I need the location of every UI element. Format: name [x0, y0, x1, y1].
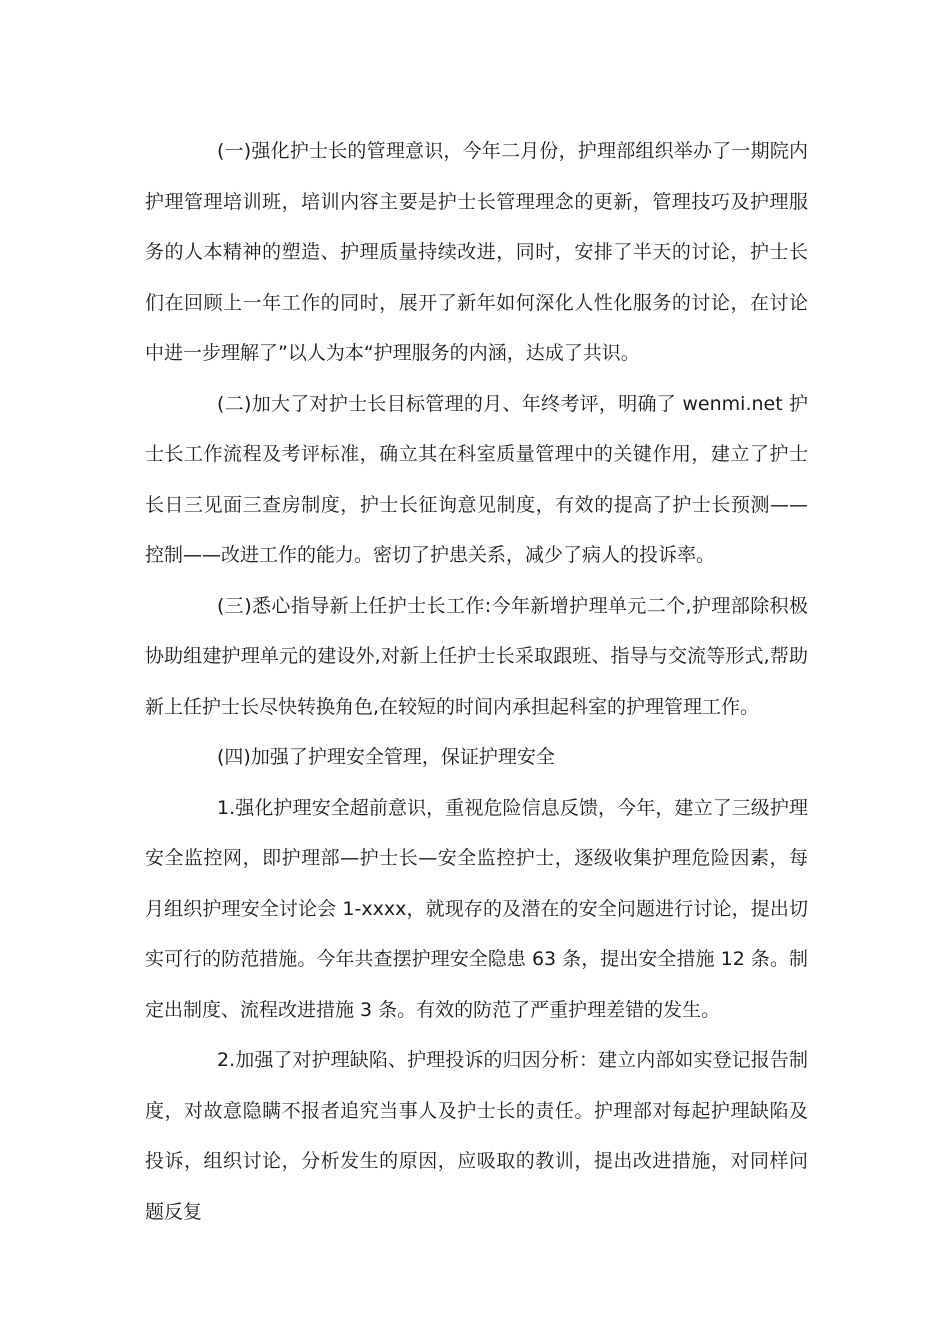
- document-body: [145, 126, 808, 1237]
- paragraph-4-heading: (四)加强了护理安全管理，保证护理安全: [217, 746, 555, 768]
- paragraph-5: 1.强化护理安全超前意识，重视危险信息反馈，今年，建立了三级护理安全监控网，即护理部—护士长—安全监控护士，逐级收集护理危险因素，每月组织护理安全讨论会 1-xxxx，就现存的及潜在的安全问题进行讨论，提出切实可行的防范措施。今年共查摆护理安全隐患 63 条，提出安全措施 12 条。制定出制度、流程改进措施 3 条。有效的防范了严重护理差错的发生。: [145, 796, 808, 1021]
- paragraph-6: 2.加强了对护理缺陷、护理投诉的归因分析：建立内部如实登记报告制度，对故意隐瞒不报者追究当事人及护士长的责任。护理部对每起护理缺陷及投诉，组织讨论，分析发生的原因，应吸取的教训，提出改进措施，对同样问题反复: [145, 1049, 808, 1223]
- paragraph-2: (二)加大了对护士长目标管理的月、年终考评，明确了 wenmi.net 护士长工作流程及考评标准，确立其在科室质量管理中的关键作用，建立了护士长日三见面三查房制度，护士长征询意见制度，有效的提高了护士长预测——控制——改进工作的能力。密切了护患关系，减少了病人的投诉率。: [145, 392, 808, 566]
- paragraph-1: (一)强化护士长的管理意识，今年二月份，护理部组织举办了一期院内护理管理培训班，培训内容主要是护士长管理理念的更新，管理技巧及护理服务的人本精神的塑造、护理质量持续改进，同时，安排了半天的讨论，护士长们在回顾上一年工作的同时，展开了新年如何深化人性化服务的讨论，在讨论中进一步理解了”以人为本“护理服务的内涵，达成了共识。: [145, 140, 808, 364]
- paragraph-3: (三)悉心指导新上任护士长工作:今年新增护理单元二个,护理部除积极协助组建护理单元的建设外,对新上任护士长采取跟班、指导与交流等形式,帮助新上任护士长尽快转换角色,在较短的时间内承担起科室的护理管理工作。: [145, 594, 808, 718]
